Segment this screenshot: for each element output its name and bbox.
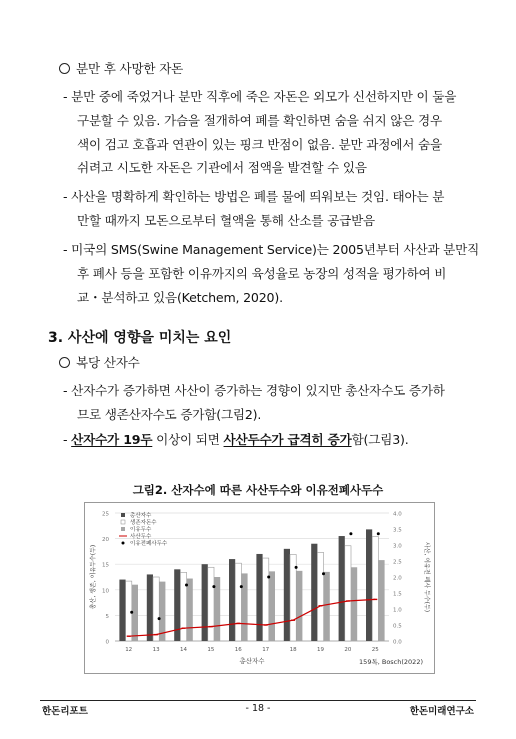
x-tick-label: 18 bbox=[289, 647, 297, 653]
x-axis-label: 총산자수 bbox=[239, 657, 265, 665]
chart-svg bbox=[85, 503, 434, 673]
right-tick-label: 2.5 bbox=[393, 559, 402, 566]
bar-1 bbox=[180, 572, 186, 641]
left-tick-label: 20 bbox=[102, 537, 109, 544]
bar-0 bbox=[284, 549, 290, 641]
preweaning-death-dot bbox=[212, 585, 215, 588]
bar-2 bbox=[241, 573, 247, 641]
bar-2 bbox=[351, 567, 357, 641]
preweaning-death-dot bbox=[130, 611, 133, 614]
left-tick-label: 10 bbox=[102, 588, 109, 595]
paragraph-line: 교・분석하고 있음(Ketchem, 2020). bbox=[77, 290, 283, 305]
legend-label: 이유두수 bbox=[130, 527, 152, 533]
bar-0 bbox=[256, 554, 262, 641]
preweaning-death-dot bbox=[240, 585, 243, 588]
paragraph-line: - 분만 중에 죽었거나 분만 직후에 죽은 자돈은 외모가 신선하지만 이 둘을 bbox=[63, 89, 457, 104]
legend-swatch bbox=[121, 513, 125, 517]
preweaning-death-dot bbox=[322, 572, 325, 575]
bullet-stillborn-after-birth: 분만 후 사망한 자돈 bbox=[59, 58, 183, 77]
figure-source: 159톡, Bosch(2022) bbox=[359, 658, 423, 666]
x-tick-label: 15 bbox=[207, 647, 215, 653]
preweaning-death-dot bbox=[295, 566, 298, 569]
left-axis-label: 총산, 생존, 이유두수(두) bbox=[90, 544, 97, 610]
bar-0 bbox=[202, 564, 208, 641]
bar-1 bbox=[345, 546, 351, 641]
x-tick-label: 17 bbox=[262, 647, 270, 653]
preweaning-death-dot bbox=[267, 576, 270, 579]
preweaning-death-dot bbox=[377, 532, 380, 535]
bar-0 bbox=[119, 580, 125, 641]
circle-bullet-icon bbox=[59, 357, 70, 368]
bar-0 bbox=[229, 559, 235, 641]
bar-0 bbox=[339, 536, 345, 641]
x-tick-label: 12 bbox=[125, 647, 133, 653]
preweaning-death-dot bbox=[349, 532, 352, 535]
paragraph-line: 만할 때까지 모돈으로부터 혈액을 통해 산소를 공급받음 bbox=[77, 213, 376, 228]
bullet-litter-size: 복당 산자수 bbox=[59, 352, 140, 371]
footer-rule bbox=[40, 700, 476, 701]
bar-1 bbox=[235, 563, 241, 641]
bar-0 bbox=[147, 574, 153, 641]
paragraph-line: - 산자수가 증가하면 사산이 증가하는 경향이 있지만 총산자수도 증가하 bbox=[63, 383, 445, 398]
legend-swatch bbox=[121, 520, 125, 524]
page-number: - 18 - bbox=[245, 703, 271, 714]
x-tick-label: 19 bbox=[317, 647, 324, 653]
footer-right: 한돈미래연구소 bbox=[409, 706, 474, 717]
bar-2 bbox=[296, 571, 302, 641]
paragraph-line: - 사산을 명확하게 확인하는 방법은 폐를 물에 띄워보는 것임. 태아는 분 bbox=[63, 189, 445, 204]
bar-2 bbox=[187, 579, 193, 641]
legend-label: 총산자수 bbox=[130, 513, 152, 519]
legend-swatch bbox=[121, 527, 125, 531]
left-tick-label: 25 bbox=[102, 511, 109, 518]
paragraph-line: 색이 검고 호흡과 연관이 있는 핑크 반점이 없음. 분만 과정에서 숨을 bbox=[77, 137, 442, 152]
stillborn-line bbox=[129, 599, 376, 636]
legend-label: 생존자돈수 bbox=[130, 520, 157, 526]
preweaning-death-dot bbox=[185, 584, 188, 587]
circle-bullet-icon bbox=[59, 63, 70, 74]
paragraph-line: 후 폐사 등을 포함한 이유까지의 육성율로 농장의 성적을 평가하여 비 bbox=[77, 266, 447, 281]
bar-1 bbox=[153, 577, 159, 641]
section-heading: 3. 사산에 영향을 미치는 요인 bbox=[48, 330, 232, 346]
bar-1 bbox=[263, 558, 269, 641]
left-tick-label: 5 bbox=[105, 613, 109, 620]
x-tick-label: 13 bbox=[152, 647, 160, 653]
left-tick-label: 0 bbox=[105, 639, 109, 646]
emphasis-text: 사산두수가 급격히 증가 bbox=[223, 432, 352, 447]
x-tick-label: 14 bbox=[180, 647, 187, 653]
right-tick-label: 2.0 bbox=[393, 575, 402, 582]
x-tick-label: 16 bbox=[234, 647, 242, 653]
bar-2 bbox=[324, 572, 330, 641]
paragraph-line: 쉬려고 시도한 자돈은 기관에서 점액을 발견할 수 있음 bbox=[77, 160, 367, 175]
bar-0 bbox=[366, 529, 372, 641]
right-axis-label: 사산, 이유전 폐사 두수(두) bbox=[423, 541, 430, 613]
figure-title: 그림2. 산자수에 따른 사산두수와 이유전폐사두수 bbox=[132, 483, 384, 497]
bar-1 bbox=[317, 552, 323, 641]
emphasis-text: 산자수가 19두 bbox=[71, 432, 153, 447]
bar-1 bbox=[208, 567, 214, 641]
bar-1 bbox=[372, 537, 378, 641]
right-tick-label: 0.0 bbox=[393, 639, 402, 646]
left-tick-label: 15 bbox=[102, 562, 109, 569]
paragraph-line: 므로 생존산자수도 증가함(그림2). bbox=[77, 407, 262, 422]
paragraph-line: - 미국의 SMS(Swine Management Service)는 2005년부터 사산과 분만직 bbox=[63, 242, 480, 257]
right-tick-label: 0.5 bbox=[393, 623, 402, 630]
right-tick-label: 4.0 bbox=[393, 511, 402, 518]
bar-2 bbox=[269, 571, 275, 641]
preweaning-death-dot bbox=[158, 617, 161, 620]
x-tick-label: 20 bbox=[344, 647, 352, 653]
paragraph-line: 구분할 수 있음. 가슴을 절개하여 폐를 확인하면 숨을 쉬지 않은 경우 bbox=[77, 113, 442, 128]
chart-frame bbox=[84, 502, 435, 674]
x-tick-label: 25 bbox=[371, 647, 379, 653]
bar-2 bbox=[378, 560, 384, 641]
right-tick-label: 3.0 bbox=[393, 543, 402, 550]
right-tick-label: 1.5 bbox=[393, 591, 402, 598]
legend-label: 이유전폐사두수 bbox=[130, 541, 168, 547]
legend-swatch bbox=[122, 542, 125, 545]
bar-0 bbox=[311, 544, 317, 641]
right-tick-label: 1.0 bbox=[393, 607, 402, 614]
footer-left: 한돈리포트 bbox=[42, 706, 88, 717]
paragraph-line-emphasis: - 산자수가 19두 이상이 되면 사산두수가 급격히 증가함(그림3). bbox=[63, 432, 409, 447]
legend-label: 사산두수 bbox=[130, 534, 152, 540]
right-tick-label: 3.5 bbox=[393, 527, 402, 534]
